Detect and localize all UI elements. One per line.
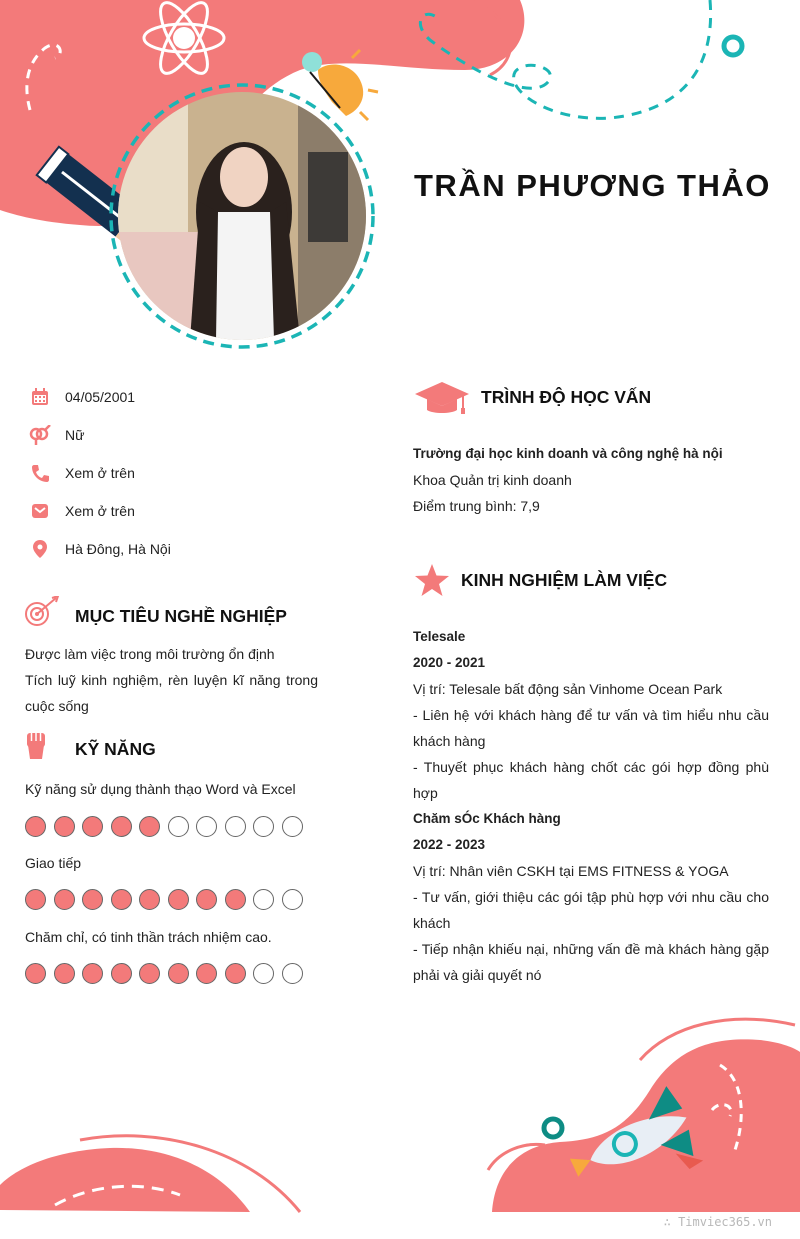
- skill-rating: [25, 816, 303, 837]
- job-position: Vị trí: Telesale bất động sản Vinhome Ocean Park: [413, 681, 723, 697]
- email-icon: [28, 500, 52, 522]
- rating-dot-filled: [111, 889, 132, 910]
- rating-dot-filled: [168, 963, 189, 984]
- rating-dot-filled: [25, 889, 46, 910]
- experience-title: KINH NGHIỆM LÀM VIỆC: [461, 570, 668, 590]
- rating-dot-filled: [196, 963, 217, 984]
- skills-title: KỸ NĂNG: [75, 739, 156, 759]
- phone-icon: [28, 462, 52, 484]
- skill-label: Kỹ năng sử dụng thành thạo Word và Excel: [25, 781, 296, 797]
- rating-dot-filled: [225, 963, 246, 984]
- footer-watermark: ∴ Timviec365.vn: [663, 1215, 772, 1229]
- rating-dot-empty: [253, 889, 274, 910]
- rating-dot-empty: [253, 816, 274, 837]
- education-title: TRÌNH ĐỘ HỌC VẤN: [481, 387, 652, 407]
- rating-dot-filled: [196, 889, 217, 910]
- gender-icon: [28, 424, 52, 446]
- contact-text: Nữ: [65, 427, 85, 443]
- faculty: Khoa Quản trị kinh doanh: [413, 472, 572, 488]
- teal-ring: [724, 37, 742, 55]
- skill-label: Chăm chỉ, có tinh thần trách nhiệm cao.: [25, 929, 272, 945]
- skill-rating: [25, 963, 303, 984]
- profile-photo-image: [118, 92, 366, 340]
- rating-dot-filled: [54, 816, 75, 837]
- job-position: Vị trí: Nhân viên CSKH tại EMS FITNESS & YOGA: [413, 863, 729, 879]
- rating-dot-filled: [111, 816, 132, 837]
- graduation-cap-icon: [413, 378, 471, 421]
- rating-dot-filled: [54, 963, 75, 984]
- rating-dot-filled: [54, 889, 75, 910]
- objective-line: Tích luỹ kinh nghiệm, rèn luyện kĩ năng trong cuộc sống: [25, 672, 318, 714]
- teal-small-ring: [544, 1119, 562, 1137]
- rating-dot-filled: [111, 963, 132, 984]
- job-entry: [413, 624, 769, 806]
- rating-dot-empty: [282, 816, 303, 837]
- education-block: [413, 441, 773, 519]
- bottom-left-blob: [0, 1148, 250, 1212]
- rating-dot-filled: [25, 816, 46, 837]
- rating-dot-empty: [168, 816, 189, 837]
- rating-dot-filled: [139, 963, 160, 984]
- contact-text: Xem ở trên: [65, 503, 135, 519]
- rating-dot-empty: [196, 816, 217, 837]
- location-icon: [28, 538, 52, 560]
- contact-phone: [28, 462, 135, 484]
- job-period: 2022 - 2023: [413, 837, 486, 852]
- rating-dot-filled: [82, 889, 103, 910]
- school-name: Trường đại học kinh doanh và công nghệ hà nội: [413, 446, 723, 461]
- contact-text: 04/05/2001: [65, 389, 136, 405]
- contact-email: [28, 500, 135, 522]
- skill-rating: [25, 889, 303, 910]
- calendar-icon: [28, 386, 52, 408]
- rating-dot-empty: [282, 889, 303, 910]
- rating-dot-empty: [282, 963, 303, 984]
- rating-dot-filled: [25, 963, 46, 984]
- contact-location: [28, 538, 171, 560]
- contact-gender: [28, 424, 84, 446]
- star-icon: [414, 563, 450, 602]
- fist-icon: [25, 729, 47, 766]
- rating-dot-filled: [168, 889, 189, 910]
- contact-text: Xem ở trên: [65, 465, 135, 481]
- job-duty: - Tư vấn, giới thiệu các gói tập phù hợp với nhu cầu cho khách: [413, 889, 769, 931]
- candidate-name: TRẦN PHƯƠNG THẢO: [414, 168, 771, 203]
- rating-dot-filled: [225, 889, 246, 910]
- job-duty: - Tiếp nhận khiếu nại, những vấn đề mà khách hàng gặp phải và giải quyết nó: [413, 941, 769, 983]
- rating-dot-filled: [82, 963, 103, 984]
- rating-dot-filled: [139, 889, 160, 910]
- objective-text: [25, 641, 318, 719]
- job-entry: [413, 806, 769, 988]
- job-period: 2020 - 2021: [413, 655, 486, 670]
- rating-dot-filled: [139, 816, 160, 837]
- contact-birthday: [28, 386, 135, 408]
- rating-dot-filled: [82, 816, 103, 837]
- objective-title: MỤC TIÊU NGHỀ NGHIỆP: [75, 606, 287, 626]
- job-company: Telesale: [413, 629, 466, 644]
- skill-label: Giao tiếp: [25, 855, 82, 871]
- rating-dot-empty: [225, 816, 246, 837]
- target-icon: [24, 596, 60, 633]
- profile-photo: [118, 92, 366, 340]
- job-duty: - Liên hệ với khách hàng để tư vấn và tìm hiểu nhu cầu khách hàng: [413, 707, 769, 749]
- objective-line: Được làm việc trong môi trường ổn định: [25, 646, 275, 662]
- gpa: Điểm trung bình: 7,9: [413, 498, 540, 514]
- rating-dot-empty: [253, 963, 274, 984]
- job-company: Chăm sÓc Khách hàng: [413, 811, 561, 826]
- job-duty: - Thuyết phục khách hàng chốt các gói hợp đồng phù hợp: [413, 759, 769, 801]
- contact-text: Hà Đông, Hà Nội: [65, 541, 171, 557]
